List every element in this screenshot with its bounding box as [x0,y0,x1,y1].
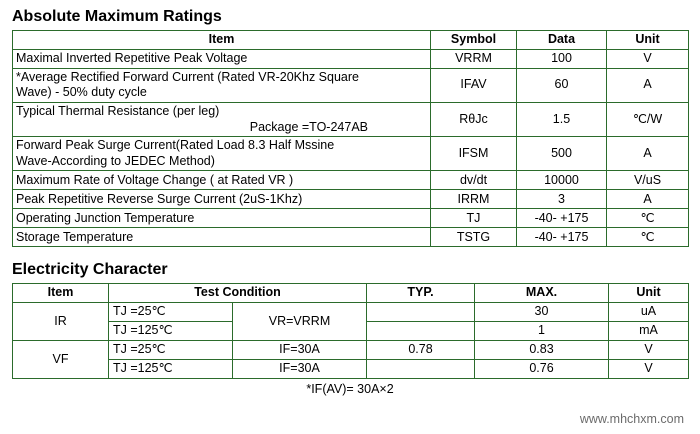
row-item-line2: Package =TO-247AB [249,119,368,134]
row-item: IR [13,303,109,341]
row-symbol: IFSM [431,137,517,171]
table-header-row [13,31,689,50]
table-row [13,137,689,171]
column-header-item: Item [13,31,431,50]
row-item [13,137,431,171]
row-condition-bias: IF=30A [233,360,367,379]
row-symbol: VRRM [431,49,517,68]
watermark-url: www.mhchxm.com [579,412,684,426]
table-header-row [13,284,689,303]
row-condition-bias: VR=VRRM [233,303,367,341]
column-header-typ: TYP. [367,284,475,303]
row-unit: mA [609,322,689,341]
row-symbol: IRRM [431,190,517,209]
row-unit: uA [609,303,689,322]
page-title-absolute-maximum-ratings: Absolute Maximum Ratings [12,8,222,25]
row-unit: V/uS [607,171,689,190]
row-data: 100 [517,49,607,68]
row-unit: V [607,49,689,68]
table-row [13,341,689,360]
row-item: Storage Temperature [13,228,431,247]
row-data: 10000 [517,171,607,190]
column-header-data: Data [517,31,607,50]
row-unit: A [607,190,689,209]
row-item-line2: Wave) - 50% duty cycle [16,85,147,100]
row-item-line1: *Average Rectified Forward Current (Rated VR-20Khz Square [16,69,359,84]
row-typ [367,322,475,341]
column-header-unit: Unit [609,284,689,303]
row-item: Maximal Inverted Repetitive Peak Voltage [13,49,431,68]
table-row [13,68,689,102]
row-symbol: TSTG [431,228,517,247]
row-data: 1.5 [517,102,607,136]
row-item: VF [13,341,109,379]
row-unit: ℃ [607,209,689,228]
row-unit: V [609,341,689,360]
column-header-item: Item [13,284,109,303]
row-condition-temp: TJ =125℃ [109,322,233,341]
row-item-line1: Forward Peak Surge Current(Rated Load 8.3 Half Mssine [16,138,335,153]
table-row [13,303,689,322]
row-unit: V [609,360,689,379]
row-symbol: RθJc [431,102,517,136]
absolute-maximum-ratings-table [12,30,689,247]
row-max: 30 [475,303,609,322]
row-item-line1: Typical Thermal Resistance (per leg) [16,103,220,118]
row-data: 500 [517,137,607,171]
row-unit: ℃ [607,228,689,247]
row-data: -40- +175 [517,228,607,247]
row-max: 1 [475,322,609,341]
table-row [13,209,689,228]
row-max: 0.76 [475,360,609,379]
column-header-unit: Unit [607,31,689,50]
table-row [13,102,689,136]
row-typ [367,360,475,379]
row-item: Operating Junction Temperature [13,209,431,228]
table-row [13,228,689,247]
row-condition-temp: TJ =25℃ [109,341,233,360]
row-data: 60 [517,68,607,102]
column-header-test-condition: Test Condition [109,284,367,303]
row-item: Peak Repetitive Reverse Surge Current (2uS-1Khz) [13,190,431,209]
row-condition-bias: IF=30A [233,341,367,360]
row-data: -40- +175 [517,209,607,228]
row-unit: ℃/W [607,102,689,136]
row-item [13,102,431,136]
row-symbol: dv/dt [431,171,517,190]
row-condition-temp: TJ =25℃ [109,303,233,322]
electricity-character-table [12,283,689,379]
row-unit: A [607,137,689,171]
column-header-max: MAX. [475,284,609,303]
table-row [13,190,689,209]
row-item [13,68,431,102]
table-row [13,49,689,68]
row-max: 0.83 [475,341,609,360]
row-condition-temp: TJ =125℃ [109,360,233,379]
table-footnote: *IF(AV)= 30A×2 [306,382,394,396]
table-row [13,171,689,190]
page-title-electricity-character: Electricity Character [12,261,168,279]
row-typ [367,303,475,322]
table-row [13,360,689,379]
row-typ: 0.78 [367,341,475,360]
row-item: Maximum Rate of Voltage Change ( at Rated VR ) [13,171,431,190]
row-symbol: TJ [431,209,517,228]
column-header-symbol: Symbol [431,31,517,50]
row-symbol: IFAV [431,68,517,102]
row-data: 3 [517,190,607,209]
row-unit: A [607,68,689,102]
row-item-line2: Wave-According to JEDEC Method) [16,153,215,168]
